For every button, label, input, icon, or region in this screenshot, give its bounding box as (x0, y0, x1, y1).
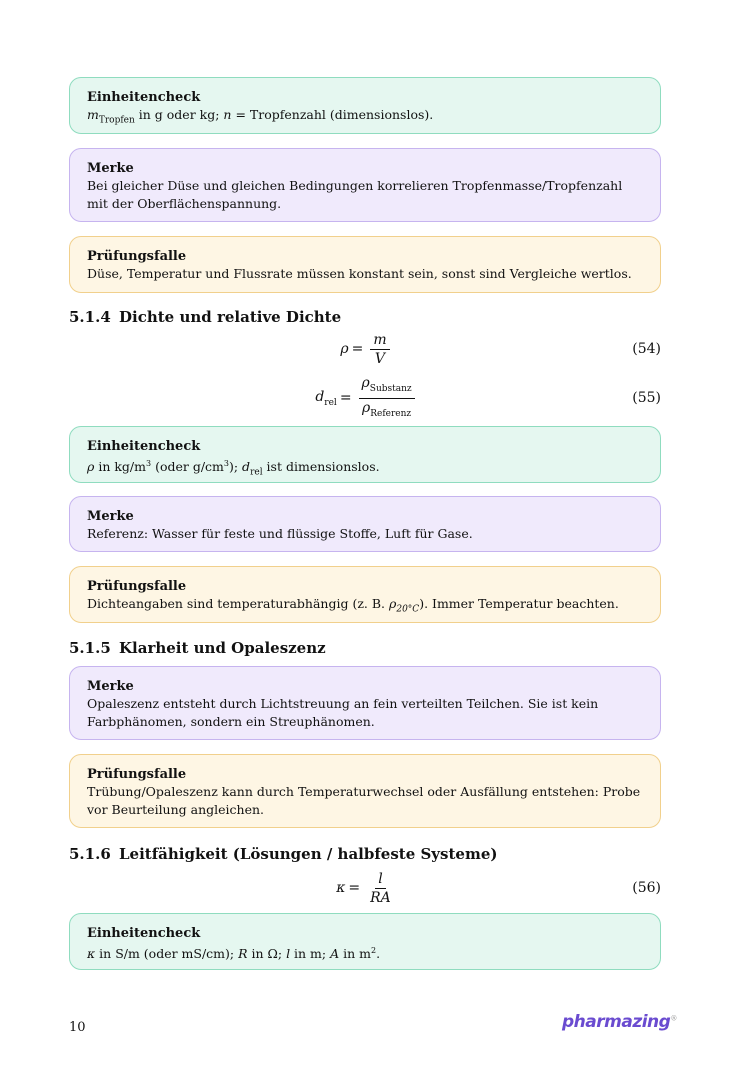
box-body: Trübung/Opaleszenz kann durch Temperaturwechsel oder Ausfällung entstehen: Probe vor Beurteilung angleichen. (87, 784, 641, 817)
section-number: 5.1.5 (69, 639, 111, 657)
equation-number: (54) (632, 341, 661, 357)
remember-box (69, 496, 661, 552)
remember-box (69, 666, 661, 740)
section-heading (69, 308, 341, 326)
equation-number: (56) (632, 880, 661, 896)
remember-box (69, 148, 661, 222)
box-title: Merke (87, 509, 134, 524)
box-body: Dichteangaben sind temperaturabhängig (z. B. $\rho_{20^\circ C}$). Immer Temperatur beachten. (87, 596, 619, 615)
box-body: Bei gleicher Düse und gleichen Bedingungen korrelieren Tropfenmasse/Tropfenzahl mit der Oberflächenspannung. (87, 178, 623, 211)
unit-check-box (69, 913, 661, 970)
section-heading (69, 845, 497, 863)
box-title: Prüfungsfalle (87, 767, 187, 782)
unit-check-box (69, 426, 661, 483)
section-number: 5.1.6 (69, 845, 111, 863)
box-body: Düse, Temperatur und Flussrate müssen konstant sein, sonst sind Vergleiche wertlos. (87, 266, 632, 281)
pharmazing-logo: pharmazing® (562, 1012, 677, 1032)
section-number: 5.1.4 (69, 308, 111, 326)
box-title: Prüfungsfalle (87, 579, 187, 594)
equation-number: (55) (632, 390, 661, 406)
box-title: Prüfungsfalle (87, 249, 187, 264)
box-title: Einheitencheck (87, 439, 201, 454)
section-title: Klarheit und Opaleszenz (119, 639, 326, 657)
box-body: κ in S/m (oder mS/cm); R in Ω; l in m; A in $m^2$. (87, 946, 381, 962)
unit-check-box (69, 77, 661, 134)
box-body: $m_{Tropfen}$ in g oder kg; n = Tropfenzahl (dimensionslos). (87, 107, 434, 126)
box-title: Merke (87, 679, 134, 694)
page-number: 10 (69, 1020, 86, 1035)
exam-trap-box (69, 754, 661, 828)
equation-54: ρ = $\frac{m}{V}$ (54) (340, 331, 661, 367)
exam-trap-box (69, 566, 661, 623)
box-title: Einheitencheck (87, 90, 201, 105)
equation-56: κ = $\frac{l}{RA}$ (56) (336, 870, 661, 906)
box-title: Merke (87, 161, 134, 176)
section-heading (69, 639, 326, 657)
box-body: Opaleszenz entsteht durch Lichtstreuung an fein verteilten Teilchen. Sie ist kein Farbphänomen, sondern ein Streuphänomen. (87, 696, 599, 729)
section-title: Dichte und relative Dichte (119, 308, 342, 326)
box-title: Einheitencheck (87, 926, 201, 941)
box-body: Referenz: Wasser für feste und flüssige Stoffe, Luft für Gase. (87, 526, 473, 541)
equation-55: $d_{rel}$ = $\frac{\rho_{Substanz}}{\rho_{Referenz}}$ (55) (315, 374, 661, 419)
section-title: Leitfähigkeit (Lösungen / halbfeste Systeme) (119, 845, 498, 863)
box-body: ρ in $kg/m^3$ (oder $g/cm^3$); $d_{rel}$ ist dimensionslos. (87, 459, 380, 478)
exam-trap-box (69, 236, 661, 293)
